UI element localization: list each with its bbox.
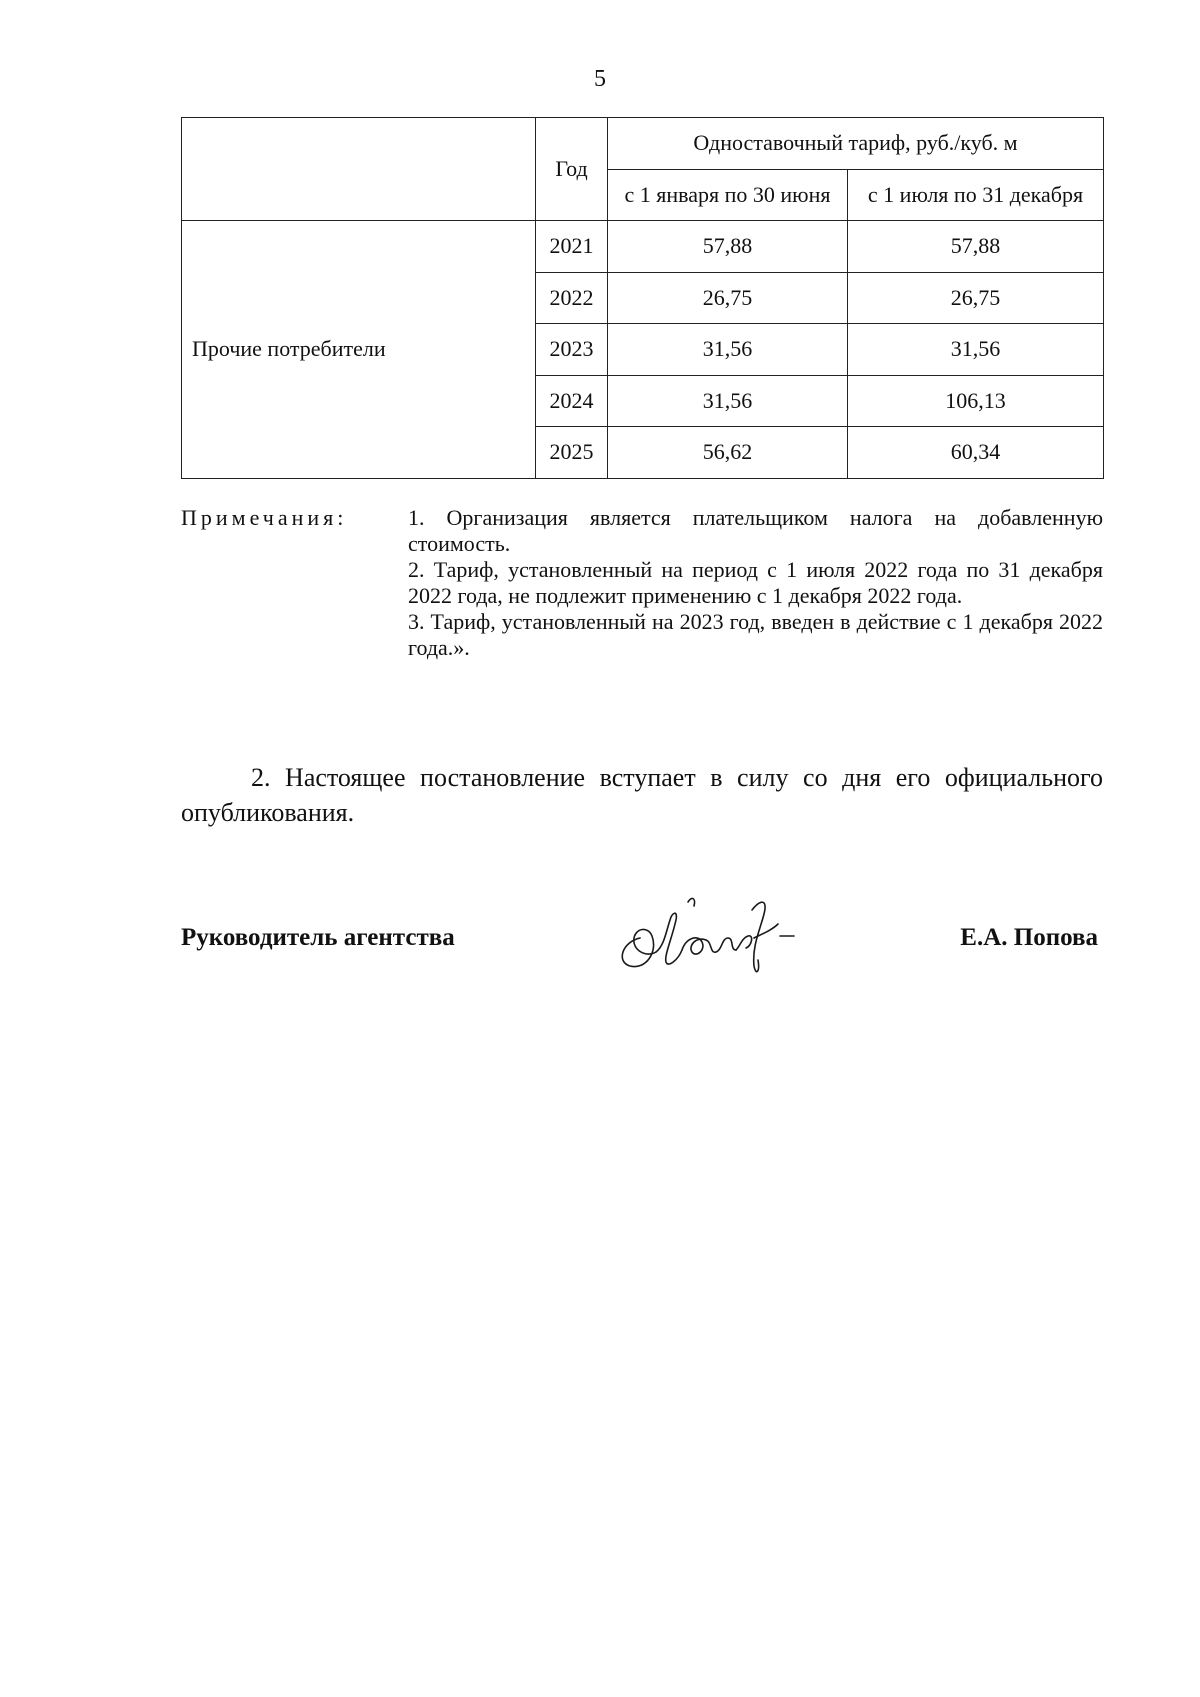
notes-list [408, 505, 1103, 661]
tariff-cell-h2: 31,56 [848, 324, 1104, 376]
tariff-cell-h1: 26,75 [608, 272, 848, 324]
tariff-cell-h2: 60,34 [848, 427, 1104, 479]
handwritten-signature [612, 880, 822, 980]
header-tariff-group: Одноставочный тариф, руб./куб. м [608, 118, 1104, 170]
header-empty-cell [182, 118, 536, 221]
page-number: 5 [594, 66, 606, 92]
table-row [182, 221, 1104, 273]
tariff-cell-h1: 57,88 [608, 221, 848, 273]
category-cell: Прочие потребители [182, 221, 536, 479]
table-header-row [182, 118, 1104, 170]
year-cell: 2025 [536, 427, 608, 479]
header-year: Год [536, 118, 608, 221]
header-period-2: с 1 июля по 31 декабря [848, 169, 1104, 221]
tariff-cell-h1: 31,56 [608, 324, 848, 376]
note-item: 1. Организация является плательщиком налога на добавленную стоимость. [408, 505, 1103, 556]
tariff-cell-h2: 106,13 [848, 375, 1104, 427]
tariff-cell-h1: 31,56 [608, 375, 848, 427]
year-cell: 2022 [536, 272, 608, 324]
note-item: 3. Тариф, установленный на 2023 год, введен в действие с 1 декабря 2022 года.». [408, 609, 1103, 660]
note-item: 2. Тариф, установленный на период с 1 июля 2022 года по 31 декабря 2022 года, не подлежит применению с 1 декабря 2022 года. [408, 557, 1103, 608]
header-period-1: с 1 января по 30 июня [608, 169, 848, 221]
tariff-cell-h2: 57,88 [848, 221, 1104, 273]
tariff-table [181, 117, 1104, 479]
signatory-name: Е.А. Попова [960, 924, 1098, 951]
year-cell: 2023 [536, 324, 608, 376]
notes-label: Примечания: [181, 505, 348, 530]
effective-date-paragraph: 2. Настоящее постановление вступает в силу со дня его официального опубликования. [181, 763, 1103, 827]
year-cell: 2024 [536, 375, 608, 427]
signatory-role: Руководитель агентства [181, 924, 455, 951]
tariff-cell-h2: 26,75 [848, 272, 1104, 324]
year-cell: 2021 [536, 221, 608, 273]
tariff-cell-h1: 56,62 [608, 427, 848, 479]
